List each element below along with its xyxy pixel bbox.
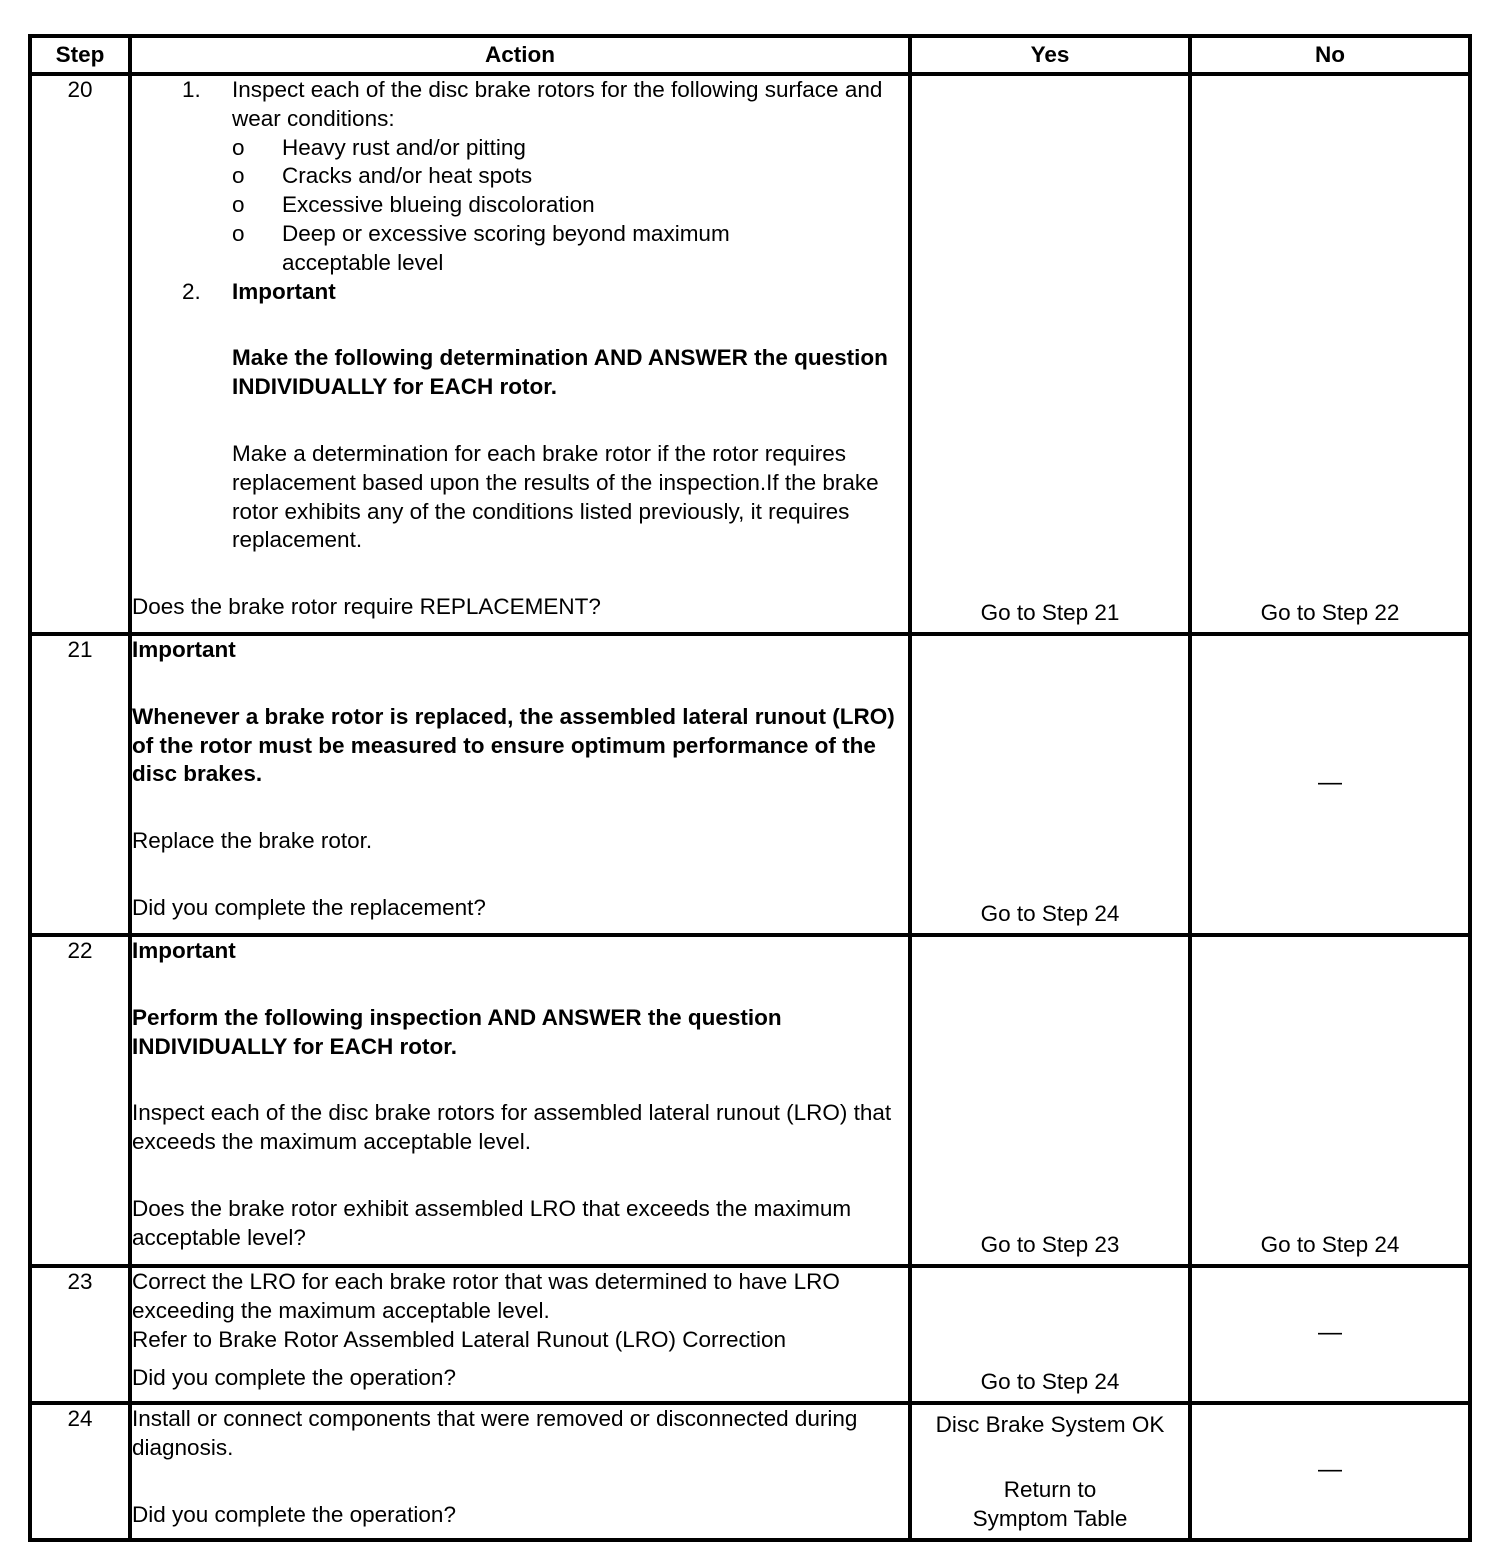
action-cell [130,634,910,935]
important-label: Important [132,938,236,963]
important-label: Important [132,637,236,662]
refer-text: Refer to Brake Rotor Assembled Lateral Runout (LRO) Correction [132,1326,787,1352]
question-text: Did you complete the replacement? [132,894,486,920]
action-cell [130,935,910,1266]
diagnostic-table [28,34,1472,1542]
yes-cell [910,1403,1190,1540]
header-row [30,36,1470,74]
list-item [132,278,908,307]
step-number: 24 [30,1403,130,1540]
yes-cell [910,1266,1190,1403]
yes-action: Go to Step 24 [980,901,1120,927]
important-text: Make the following determination AND ANSWER the question INDIVIDUALLY for EACH rotor. [232,345,888,400]
no-cell [1190,935,1470,1266]
header-action: Action [130,36,910,74]
table-row-step-22 [30,935,1470,1266]
table-row-step-21 [30,634,1470,935]
important-text: Whenever a brake rotor is replaced, the assembled lateral runout (LRO) of the rotor must be measured to ensure optimum performance of the disc brakes. [132,703,895,787]
bullet-item [132,220,908,278]
question-text: Did you complete the operation? [132,1365,456,1391]
body-text: Make a determination for each brake rotor if the rotor requires replacement based upon the results of the inspection.If the brake rotor exhibits any of the conditions listed previously, it requires replacement. [232,440,879,553]
action-cell [130,1266,910,1403]
table-row-step-24 [30,1403,1470,1540]
step-number: 20 [30,74,130,634]
list-number: 1. [182,77,201,102]
yes-cell [910,634,1190,935]
no-cell [1190,74,1470,634]
no-cell [1190,1266,1470,1403]
bullet-text: Cracks and/or heat spots [282,163,533,189]
no-cell [1190,634,1470,935]
question-text: Does the brake rotor require REPLACEMENT? [132,594,601,620]
question-text: Does the brake rotor exhibit assembled LRO that exceeds the maximum acceptable level? [132,1195,852,1250]
bullet-icon: o [232,192,245,218]
list-number: 2. [182,278,201,304]
action-cell [130,74,910,634]
list-text: Inspect each of the disc brake rotors for the following surface and wear conditions: [232,77,883,131]
bullet-item [132,134,908,163]
no-action: Go to Step 22 [1260,600,1400,626]
no-action: — [1318,768,1342,796]
bullet-text: Heavy rust and/or pitting [282,134,526,160]
bullet-icon: o [232,134,245,160]
step-number: 22 [30,935,130,1266]
important-label: Important [232,278,336,304]
question-text: Did you complete the operation? [132,1501,456,1527]
header-yes: Yes [910,36,1190,74]
no-action: — [1318,1455,1342,1483]
yes-action: Go to Step 24 [980,1369,1120,1395]
bullet-icon: o [232,163,245,189]
bullet-text: Excessive blueing discoloration [282,192,595,218]
no-action: Go to Step 24 [1260,1232,1400,1258]
header-step: Step [30,36,130,74]
step-number: 21 [30,634,130,935]
yes-action: Disc Brake System OK [935,1412,1165,1437]
body-text: Replace the brake rotor. [132,828,373,854]
no-action: — [1318,1318,1342,1346]
yes-cell [910,935,1190,1266]
body-text: Correct the LRO for each brake rotor that was determined to have LRO exceeding the maximum acceptable level. [132,1269,840,1323]
bullet-icon: o [232,220,245,246]
table-row-step-20 [30,74,1470,634]
yes-cell [910,74,1190,634]
body-text: Inspect each of the disc brake rotors for assembled lateral runout (LRO) that exceeds the maximum acceptable level. [132,1100,892,1155]
step-number: 23 [30,1266,130,1403]
header-no: No [1190,36,1470,74]
list-item [132,76,908,134]
bullet-item [132,191,908,220]
yes-action: Go to Step 23 [980,1232,1120,1258]
yes-action: Go to Step 21 [980,600,1120,626]
no-cell [1190,1403,1470,1540]
important-text: Perform the following inspection AND ANSWER the question INDIVIDUALLY for EACH rotor. [132,1004,782,1059]
table-row-step-23 [30,1266,1470,1403]
bullet-text: Deep or excessive scoring beyond maximum acceptable level [282,220,730,275]
bullet-item [132,162,908,191]
yes-action-secondary: Return to Symptom Table [972,1477,1128,1532]
body-text: Install or connect components that were removed or disconnected during diagnosis. [132,1406,858,1460]
action-cell [130,1403,910,1540]
